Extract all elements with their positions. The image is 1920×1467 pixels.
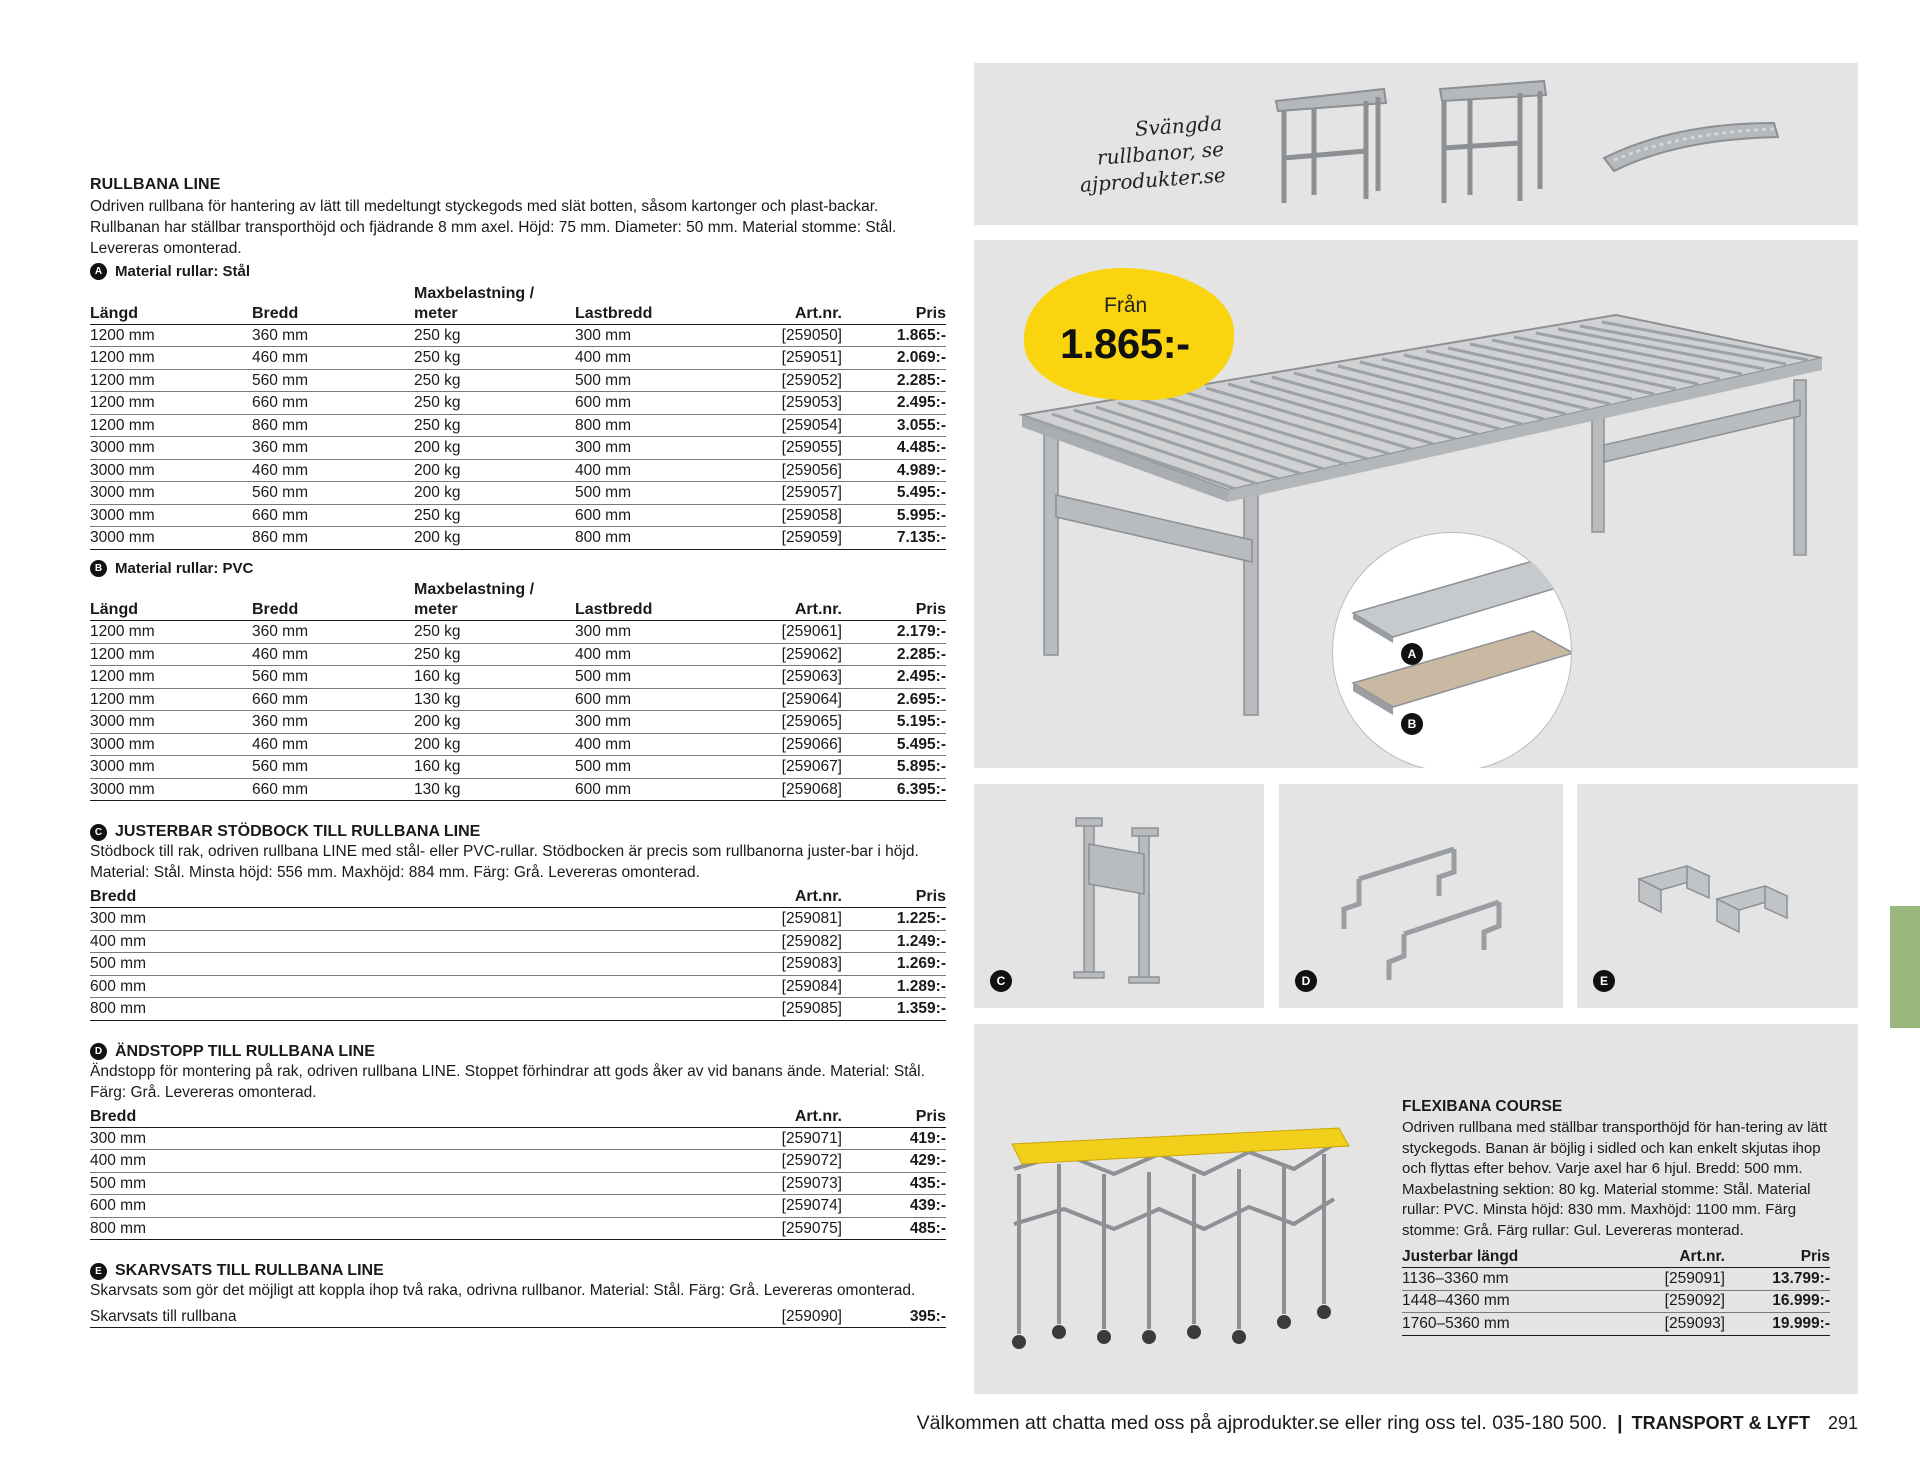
stodbock-title: JUSTERBAR STÖDBOCK TILL RULLBANA LINE [115, 823, 481, 840]
cell-value: 500 mm [575, 482, 736, 505]
cell-value: 1200 mm [90, 621, 252, 644]
cell-value: 400 mm [575, 347, 736, 370]
table-header [90, 887, 946, 908]
flexibana-illustration [974, 1024, 1394, 1394]
cell-art: [259083] [730, 953, 842, 976]
cell-price: 2.695:- [842, 688, 946, 711]
cell-value: 1200 mm [90, 324, 252, 347]
cell-value: 400 mm [575, 643, 736, 666]
cell-price: 2.495:- [842, 666, 946, 689]
badge-b: B [90, 560, 107, 577]
cell-art: [259082] [730, 930, 842, 953]
cell-price: 1.225:- [842, 908, 946, 931]
badge-c-image: C [990, 970, 1012, 992]
cell-price: 485:- [842, 1217, 946, 1240]
cell-art: [259071] [730, 1127, 842, 1150]
cell-art: [259052] [736, 369, 842, 392]
table-row [90, 688, 946, 711]
andstopp-description: Ändstopp för montering på rak, odriven rullbana LINE. Stoppet förhindrar att gods åker av vid banans ände. Material: Stål. Färg: Grå. Levereras omonterad. [90, 1062, 925, 1101]
cell-value: 250 kg [414, 324, 575, 347]
col-maxload: Maxbelastning / meter [414, 577, 575, 621]
cell-value: 560 mm [252, 666, 414, 689]
cell-value: 500 mm [575, 666, 736, 689]
skarvsats-title: SKARVSATS TILL RULLBANA LINE [115, 1262, 384, 1279]
cell-art: [259062] [736, 643, 842, 666]
table-header [90, 577, 946, 621]
cell-value: 600 mm [575, 778, 736, 801]
cell-price: 419:- [842, 1127, 946, 1150]
table-row [90, 756, 946, 779]
cell-art: [259056] [736, 459, 842, 482]
stodbock-panel [974, 784, 1264, 1008]
cell-value: 250 kg [414, 392, 575, 415]
table-row [90, 908, 946, 931]
cell-value: 1448–4360 mm [1402, 1290, 1632, 1313]
flexibana-title: FLEXIBANA COURSE [1402, 1098, 1563, 1115]
cell-value: 160 kg [414, 756, 575, 779]
table-row [90, 733, 946, 756]
col-art: Art.nr. [730, 887, 842, 908]
cell-price: 5.495:- [842, 733, 946, 756]
cell-value: 1200 mm [90, 688, 252, 711]
cell-art: [259091] [1632, 1268, 1725, 1291]
cell-value: 460 mm [252, 459, 414, 482]
rullbana-title: RULLBANA LINE [90, 176, 221, 193]
subheading-steel-label: Material rullar: Stål [115, 263, 251, 280]
cell-art: [259066] [736, 733, 842, 756]
table-row [90, 324, 946, 347]
cell-price: 1.249:- [842, 930, 946, 953]
table-row [90, 392, 946, 415]
table-row [90, 437, 946, 460]
stodbock-illustration [974, 784, 1264, 1008]
main-conveyor-panel [974, 240, 1858, 768]
footer-separator: | [1617, 1412, 1623, 1434]
stodbock-section [90, 823, 946, 1021]
table-skarvsats [90, 1305, 946, 1328]
cell-value: 1200 mm [90, 392, 252, 415]
table-row [90, 975, 946, 998]
cell-value: 660 mm [252, 504, 414, 527]
cell-value: 3000 mm [90, 711, 252, 734]
cell-value: 250 kg [414, 369, 575, 392]
cell-value: 130 kg [414, 688, 575, 711]
cell-value: 560 mm [252, 482, 414, 505]
cell-value: 500 mm [90, 1172, 730, 1195]
andstopp-heading [90, 1043, 946, 1061]
cell-art: [259050] [736, 324, 842, 347]
cell-art: [259081] [730, 908, 842, 931]
cell-price: 5.495:- [842, 482, 946, 505]
table-row [90, 459, 946, 482]
skarvsats-section [90, 1262, 946, 1328]
cell-art: [259054] [736, 414, 842, 437]
cell-value: 460 mm [252, 733, 414, 756]
cell-price: 395:- [842, 1305, 946, 1328]
cell-art: [259090] [730, 1305, 842, 1328]
table-row [90, 1305, 946, 1328]
table-row [90, 666, 946, 689]
cell-value: 3000 mm [90, 482, 252, 505]
cell-price: 16.999:- [1725, 1290, 1830, 1313]
cell-price: 5.195:- [842, 711, 946, 734]
cell-price: 6.395:- [842, 778, 946, 801]
curved-note: Svängda rullbanor, se ajprodukter.se [1079, 110, 1227, 197]
roller-detail-bubble [1332, 532, 1572, 768]
skarvsats-description: Skarvsats som gör det möjligt att koppla ihop två raka, odrivna rullbanor. Material: Stål. Färg: Grå. Levereras omonterad. [90, 1282, 916, 1299]
cell-art: [259075] [730, 1217, 842, 1240]
cell-value: 400 mm [575, 733, 736, 756]
cell-price: 4.485:- [842, 437, 946, 460]
cell-price: 435:- [842, 1172, 946, 1195]
cell-art: [259051] [736, 347, 842, 370]
cell-value: 250 kg [414, 414, 575, 437]
table-row [90, 1127, 946, 1150]
cell-price: 2.495:- [842, 392, 946, 415]
andstopp-panel [1279, 784, 1563, 1008]
table-row [90, 347, 946, 370]
cell-price: 1.359:- [842, 998, 946, 1021]
cell-value: 3000 mm [90, 459, 252, 482]
cell-value: 1200 mm [90, 347, 252, 370]
subheading-steel [90, 263, 946, 280]
table-pvc-rollers [90, 577, 946, 802]
cell-price: 5.895:- [842, 756, 946, 779]
flexibana-panel [974, 1024, 1858, 1394]
cell-art: [259059] [736, 527, 842, 550]
table-row [90, 621, 946, 644]
cell-value: 600 mm [90, 975, 730, 998]
cell-value: 800 mm [575, 527, 736, 550]
page-number: 291 [1827, 1413, 1858, 1433]
col-width: Bredd [252, 280, 414, 324]
cell-value: 500 mm [90, 953, 730, 976]
cell-value: 200 kg [414, 437, 575, 460]
cell-value: 860 mm [252, 414, 414, 437]
col-width: Bredd [90, 1107, 730, 1128]
cell-value: 660 mm [252, 778, 414, 801]
table-row [90, 953, 946, 976]
table-stodbock [90, 887, 946, 1021]
cell-value: 160 kg [414, 666, 575, 689]
cell-value: 1200 mm [90, 369, 252, 392]
table-row [90, 527, 946, 550]
cell-value: 200 kg [414, 459, 575, 482]
skarvsats-heading [90, 1262, 946, 1280]
cell-price: 2.285:- [842, 643, 946, 666]
cell-art: [259085] [730, 998, 842, 1021]
table-header [1402, 1247, 1830, 1268]
table-row [90, 778, 946, 801]
badge-d: D [90, 1043, 107, 1060]
cell-art: [259055] [736, 437, 842, 460]
cell-value: 3000 mm [90, 527, 252, 550]
col-art: Art.nr. [1632, 1247, 1725, 1268]
table-row [90, 930, 946, 953]
curved-conveyor-2 [1440, 81, 1546, 203]
col-loadwidth: Lastbredd [575, 577, 736, 621]
cell-value: 250 kg [414, 504, 575, 527]
cell-value: 1760–5360 mm [1402, 1313, 1632, 1336]
section-tab [1890, 906, 1920, 1028]
cell-value: 800 mm [575, 414, 736, 437]
cell-value: 200 kg [414, 482, 575, 505]
col-loadwidth: Lastbredd [575, 280, 736, 324]
col-price: Pris [842, 280, 946, 324]
cell-value: 1200 mm [90, 666, 252, 689]
andstopp-section [90, 1043, 946, 1241]
cell-value: 3000 mm [90, 733, 252, 756]
cell-price: 4.989:- [842, 459, 946, 482]
cell-price: 429:- [842, 1150, 946, 1173]
cell-value: 500 mm [575, 756, 736, 779]
cell-value: 250 kg [414, 643, 575, 666]
badge-a-image: A [1401, 643, 1423, 665]
cell-value: 600 mm [575, 688, 736, 711]
col-width: Bredd [90, 887, 730, 908]
cell-value: 860 mm [252, 527, 414, 550]
cell-value: 400 mm [575, 459, 736, 482]
andstopp-title: ÄNDSTOPP TILL RULLBANA LINE [115, 1042, 375, 1060]
badge-b-image: B [1401, 713, 1423, 735]
cell-value: 360 mm [252, 621, 414, 644]
table-row [1402, 1313, 1830, 1336]
cell-value: 560 mm [252, 756, 414, 779]
page-footer [917, 1412, 1858, 1435]
curved-conveyors-illustration [974, 63, 1858, 225]
badge-e-image: E [1593, 970, 1615, 992]
cell-value: 800 mm [90, 1217, 730, 1240]
badge-d-image: D [1295, 970, 1317, 992]
cell-price: 7.135:- [842, 527, 946, 550]
table-row [90, 369, 946, 392]
cell-art: [259053] [736, 392, 842, 415]
col-maxload: Maxbelastning / meter [414, 280, 575, 324]
cell-price: 439:- [842, 1195, 946, 1218]
cell-value: 200 kg [414, 711, 575, 734]
cell-price: 19.999:- [1725, 1313, 1830, 1336]
cell-value: 3000 mm [90, 437, 252, 460]
cell-value: 130 kg [414, 778, 575, 801]
cell-value: 200 kg [414, 733, 575, 756]
cell-price: 5.995:- [842, 504, 946, 527]
cell-art: [259073] [730, 1172, 842, 1195]
table-row [90, 998, 946, 1021]
skarvsats-panel [1577, 784, 1858, 1008]
cell-value: 300 mm [575, 324, 736, 347]
badge-a: A [90, 263, 107, 280]
rullbana-section [90, 176, 946, 801]
table-header [90, 280, 946, 324]
cell-price: 3.055:- [842, 414, 946, 437]
cell-art: [259057] [736, 482, 842, 505]
cell-value: 200 kg [414, 527, 575, 550]
col-price: Pris [842, 577, 946, 621]
table-row [1402, 1290, 1830, 1313]
col-price: Pris [842, 887, 946, 908]
col-price: Pris [842, 1107, 946, 1128]
curved-conveyor-3 [1604, 123, 1778, 171]
from-label: Från [1104, 294, 1148, 317]
cell-art: [259065] [736, 711, 842, 734]
table-row [1402, 1268, 1830, 1291]
cell-art: [259084] [730, 975, 842, 998]
cell-value: 600 mm [575, 392, 736, 415]
cell-art: [259061] [736, 621, 842, 644]
cell-price: 2.069:- [842, 347, 946, 370]
rullbana-description: Odriven rullbana för hantering av lätt till medeltungt styckegods med slät botten, såsom kartonger och plast-backar. Rullbanan har ställbar transporthöjd och fjädrande 8 mm axel. Höjd: 75 mm. Diameter: 50 mm. Material stomme: Stål. Levereras omonterad. [90, 198, 897, 257]
cell-value: 560 mm [252, 369, 414, 392]
cell-value: 250 kg [414, 347, 575, 370]
col-width: Bredd [252, 577, 414, 621]
cell-value: 300 mm [90, 908, 730, 931]
cell-art: [259072] [730, 1150, 842, 1173]
cell-price: 2.179:- [842, 621, 946, 644]
price-badge [1024, 268, 1234, 400]
flexibana-frame [1014, 1144, 1334, 1334]
badge-e: E [90, 1263, 107, 1280]
cell-value: 360 mm [252, 437, 414, 460]
cell-value: 600 mm [575, 504, 736, 527]
col-art: Art.nr. [736, 577, 842, 621]
table-row [90, 711, 946, 734]
from-price: 1.865:- [1060, 320, 1190, 367]
stodbock-heading [90, 823, 946, 841]
flexibana-rollers [1012, 1128, 1349, 1164]
cell-value: 300 mm [575, 621, 736, 644]
cell-value: 3000 mm [90, 504, 252, 527]
cell-value: 460 mm [252, 347, 414, 370]
cell-value: 300 mm [575, 437, 736, 460]
footer-contact: Välkommen att chatta med oss på ajprodukter.se eller ring oss tel. 035-180 500. [916, 1412, 1608, 1434]
curved-conveyor-panel [974, 63, 1858, 225]
cell-value: 1200 mm [90, 643, 252, 666]
badge-c: C [90, 824, 107, 841]
subheading-pvc [90, 560, 946, 577]
flexibana-description: Odriven rullbana med ställbar transporthöjd för han-tering av lätt styckegods. Banan är böjlig i sidled och kan enkelt skjutas ihop och flyttas efter behov. Varje axel har 6 hjul. Bredd: 500 mm. Maxbelastning sektion: 80 kg. Material stomme: Stål. Material rullar: PVC. Minsta höjd: 830 mm. Maxhöjd: 1100 mm. Färg stomme: Grå. Färg rullar: Gul. Levereras monterad. [1402, 1119, 1828, 1239]
cell-value: 300 mm [575, 711, 736, 734]
cell-value: 250 kg [414, 621, 575, 644]
table-andstopp [90, 1107, 946, 1241]
cell-price: 1.269:- [842, 953, 946, 976]
andstopp-illustration [1279, 784, 1563, 1008]
stodbock-description: Stödbock till rak, odriven rullbana LINE med stål- eller PVC-rullar. Stödbocken är precis som rullbanorna juster-bar i höjd. Material: Stål. Minsta höjd: 556 mm. Maxhöjd: 884 mm. Färg: Grå. Levereras omonterad. [90, 843, 919, 881]
cell-value: 460 mm [252, 643, 414, 666]
cell-value: 360 mm [252, 711, 414, 734]
cell-price: 13.799:- [1725, 1268, 1830, 1291]
skarvsats-illustration [1577, 784, 1858, 1008]
col-art: Art.nr. [730, 1107, 842, 1128]
table-steel-rollers [90, 280, 946, 550]
col-length: Längd [90, 577, 252, 621]
product-list [90, 176, 946, 1328]
table-row [90, 1150, 946, 1173]
cell-value: 500 mm [575, 369, 736, 392]
cell-value: 400 mm [90, 930, 730, 953]
cell-art: [259092] [1632, 1290, 1725, 1313]
curved-conveyor-1 [1276, 89, 1386, 203]
cell-art: [259063] [736, 666, 842, 689]
cell-value: 300 mm [90, 1127, 730, 1150]
cell-value: 400 mm [90, 1150, 730, 1173]
table-flexibana [1402, 1247, 1830, 1336]
roller-detail-illustration [1333, 533, 1572, 768]
table-row [90, 643, 946, 666]
cell-price: 1.865:- [842, 324, 946, 347]
cell-value: 1200 mm [90, 414, 252, 437]
col-art: Art.nr. [736, 280, 842, 324]
cell-art: [259068] [736, 778, 842, 801]
cell-price: 1.289:- [842, 975, 946, 998]
cell-art: [259058] [736, 504, 842, 527]
cell-art: [259064] [736, 688, 842, 711]
cell-art: [259067] [736, 756, 842, 779]
col-price: Pris [1725, 1247, 1830, 1268]
cell-value: 3000 mm [90, 756, 252, 779]
cell-value: 660 mm [252, 688, 414, 711]
cell-value: 600 mm [90, 1195, 730, 1218]
cell-art: [259093] [1632, 1313, 1725, 1336]
table-row [90, 1217, 946, 1240]
table-header [90, 1107, 946, 1128]
cell-art: [259074] [730, 1195, 842, 1218]
cell-price: 2.285:- [842, 369, 946, 392]
table-row [90, 1195, 946, 1218]
flexibana-info [1402, 1098, 1832, 1336]
cell-name: Skarvsats till rullbana [90, 1305, 730, 1328]
cell-value: 800 mm [90, 998, 730, 1021]
table-row [90, 504, 946, 527]
col-length: Längd [90, 280, 252, 324]
cell-value: 660 mm [252, 392, 414, 415]
cell-value: 360 mm [252, 324, 414, 347]
footer-category: TRANSPORT & LYFT [1631, 1413, 1810, 1433]
table-row [90, 482, 946, 505]
col-length: Justerbar längd [1402, 1247, 1632, 1268]
cell-value: 3000 mm [90, 778, 252, 801]
subheading-pvc-label: Material rullar: PVC [115, 559, 254, 577]
table-row [90, 414, 946, 437]
table-row [90, 1172, 946, 1195]
cell-value: 1136–3360 mm [1402, 1268, 1632, 1291]
